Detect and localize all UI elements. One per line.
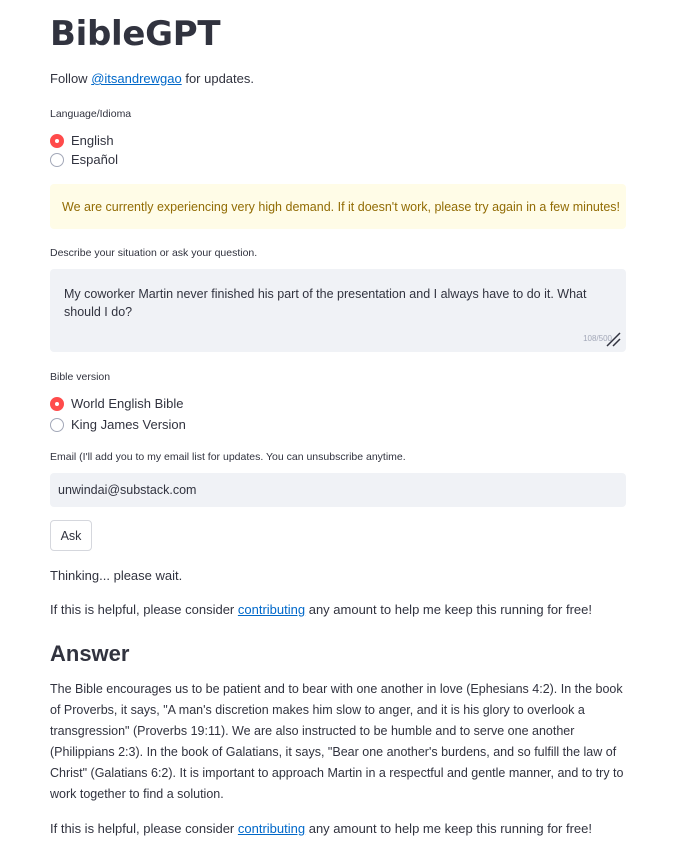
question-label: Describe your situation or ask your question.: [50, 247, 258, 259]
radio-king-james-version[interactable]: King James Version: [50, 417, 186, 432]
page-title: BibleGPT: [50, 14, 221, 54]
contributing-link[interactable]: contributing: [237, 602, 306, 617]
answer-heading: Answer: [50, 641, 130, 666]
follow-line: Follow @itsandrewgao for updates.: [50, 71, 254, 86]
char-counter: 108/500: [583, 334, 612, 343]
contributing-link[interactable]: contributing: [237, 821, 306, 836]
radio-unselected-icon: [50, 153, 64, 167]
twitter-link[interactable]: @itsandrewgao: [91, 71, 182, 86]
question-textarea[interactable]: [50, 269, 626, 352]
radio-english[interactable]: English: [50, 133, 114, 148]
language-label: Language/Idioma: [50, 108, 132, 120]
answer-text: The Bible encourages us to be patient and to bear with one another in love (Ephesians 4:2). In the book of Proverbs, it says, "A man's discretion makes him slow to anger, and it is his glory to overlook a transgression" (Proverbs 19:11). We are also instructed to be humble and to serve one another (Philippians 2:3). In the book of Galatians, it says, "Bear one another's burdens, and so fulfill the law of Christ" (Galatians 6:2). It is important to approach Martin in a respectful and gentle manner, and to try to work together to find a solution.: [50, 682, 624, 801]
resize-handle-icon[interactable]: [604, 330, 622, 348]
email-value: unwindai@substack.com: [58, 483, 197, 497]
status-text: Thinking... please wait.: [50, 568, 183, 583]
support-line-bottom: If this is helpful, please consider contributing any amount to help me keep this running for free!: [50, 821, 592, 836]
bible-version-label: Bible version: [50, 371, 111, 383]
radio-selected-icon: [50, 134, 64, 148]
email-field[interactable]: [50, 473, 626, 507]
radio-world-english-bible[interactable]: World English Bible: [50, 396, 183, 411]
radio-unselected-icon: [50, 418, 64, 432]
ask-button[interactable]: Ask: [50, 520, 92, 551]
email-label: Email (I'll add you to my email list for updates. You can unsubscribe anytime.: [50, 451, 406, 463]
radio-espanol[interactable]: Español: [50, 152, 118, 167]
demand-warning: We are currently experiencing very high demand. If it doesn't work, please try again in a few minutes!: [50, 184, 626, 229]
question-text: My coworker Martin never finished his part of the presentation and I always have to do it. What should I do?: [64, 287, 587, 319]
support-line: If this is helpful, please consider contributing any amount to help me keep this running for free!: [50, 602, 592, 617]
radio-selected-icon: [50, 397, 64, 411]
